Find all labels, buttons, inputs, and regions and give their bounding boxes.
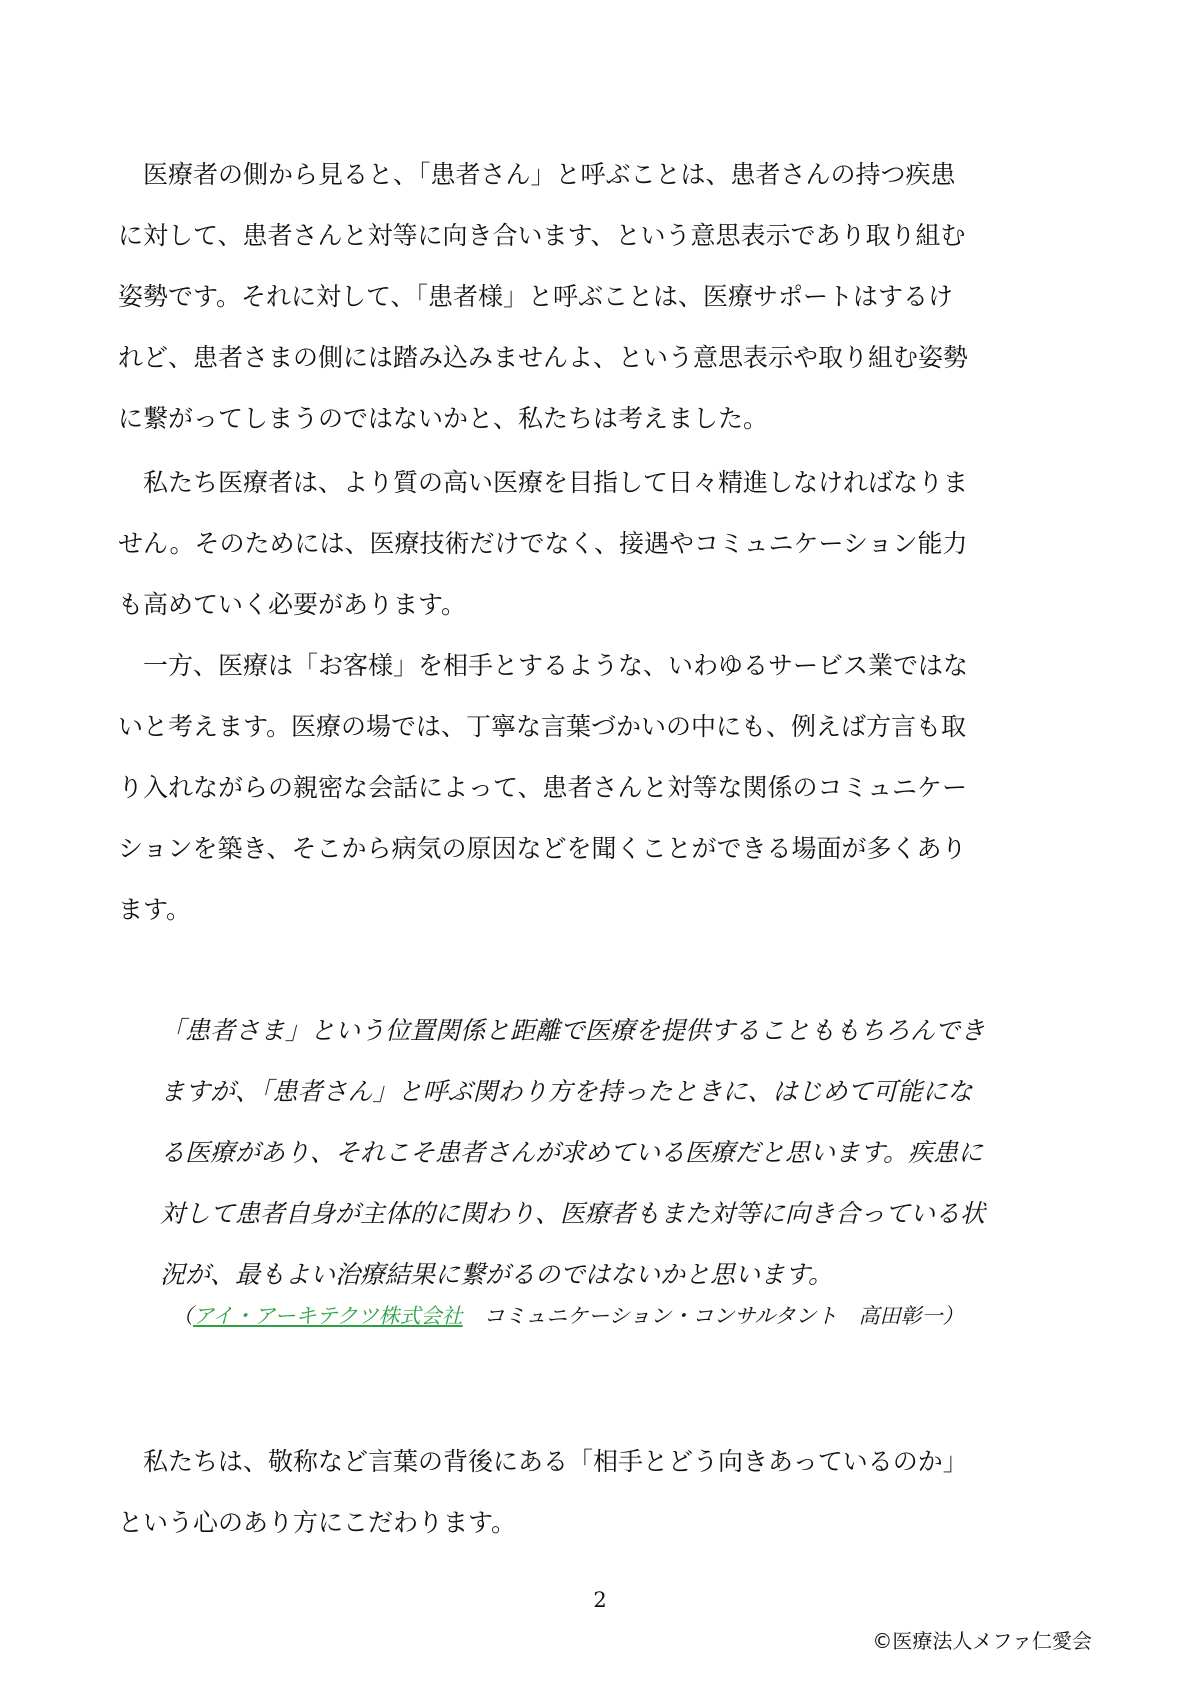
text-line: いと考えます。医療の場では、丁寧な言葉づかいの中にも、例えば方言も取 bbox=[118, 712, 967, 741]
text-line: れど、患者さまの側には踏み込みませんよ、という意思表示や取り組む姿勢 bbox=[118, 343, 969, 372]
text-line: 私たち医療者は、より質の高い医療を目指して日々精進しなければなりま bbox=[118, 468, 969, 497]
quote-line: ますが、「患者さん」と呼ぶ関わり方を持ったときに、はじめて可能にな bbox=[160, 1077, 973, 1106]
paragraph-not-service-industry bbox=[118, 635, 1088, 940]
quote-attribution bbox=[172, 1300, 964, 1330]
quote-line: 対して患者自身が主体的に関わり、医療者もまた対等に向き合っている状 bbox=[160, 1199, 986, 1228]
text-line: も高めていく必要があります。 bbox=[118, 590, 467, 619]
quote-line: 況が、最もよい治療結果に繋がるのではないかと思います。 bbox=[160, 1260, 834, 1289]
text-line: 一方、医療は「お客様」を相手とするような、いわゆるサービス業ではな bbox=[118, 651, 969, 680]
text-line: 医療者の側から見ると、「患者さん」と呼ぶことは、患者さんの持つ疾患 bbox=[118, 160, 956, 189]
quote-line: る医療があり、それこそ患者さんが求めている医療だと思います。疾患に bbox=[160, 1138, 984, 1167]
page-number: 2 bbox=[593, 1588, 607, 1612]
paragraph-closing bbox=[118, 1431, 1088, 1553]
text-line: に対して、患者さんと対等に向き合います、という意思表示であり取り組む bbox=[118, 221, 966, 250]
paragraph-quality-medicine bbox=[118, 452, 1088, 635]
text-line: り入れながらの親密な会話によって、患者さんと対等な関係のコミュニケー bbox=[118, 773, 968, 802]
text-line: ションを築き、そこから病気の原因などを聞くことができる場面が多くあり bbox=[118, 834, 967, 863]
attribution-role-name: コミュニケーション・コンサルタント 高田彰一） bbox=[462, 1304, 964, 1328]
copyright-notice: ©医療法人メファ仁愛会 bbox=[872, 1629, 1092, 1653]
text-line: 私たちは、敬称など言葉の背後にある「相手とどう向きあっているのか」 bbox=[118, 1447, 968, 1476]
attribution-open-paren: （ bbox=[172, 1304, 193, 1328]
text-line: 姿勢です。それに対して、「患者様」と呼ぶことは、医療サポートはするけ bbox=[118, 282, 954, 311]
consultant-quote bbox=[160, 1000, 1100, 1305]
text-line: ます。 bbox=[118, 895, 192, 924]
text-line: せん。そのためには、医療技術だけでなく、接遇やコミュニケーション能力 bbox=[118, 529, 968, 558]
company-link[interactable]: アイ・アーキテクツ株式会社 bbox=[193, 1304, 463, 1328]
paragraph-patient-address bbox=[118, 144, 1088, 449]
quote-line: 「患者さま」という位置関係と距離で医療を提供することももちろんでき bbox=[160, 1016, 986, 1045]
text-line: という心のあり方にこだわります。 bbox=[118, 1508, 517, 1537]
text-line: に繋がってしまうのではないかと、私たちは考えました。 bbox=[118, 404, 769, 433]
